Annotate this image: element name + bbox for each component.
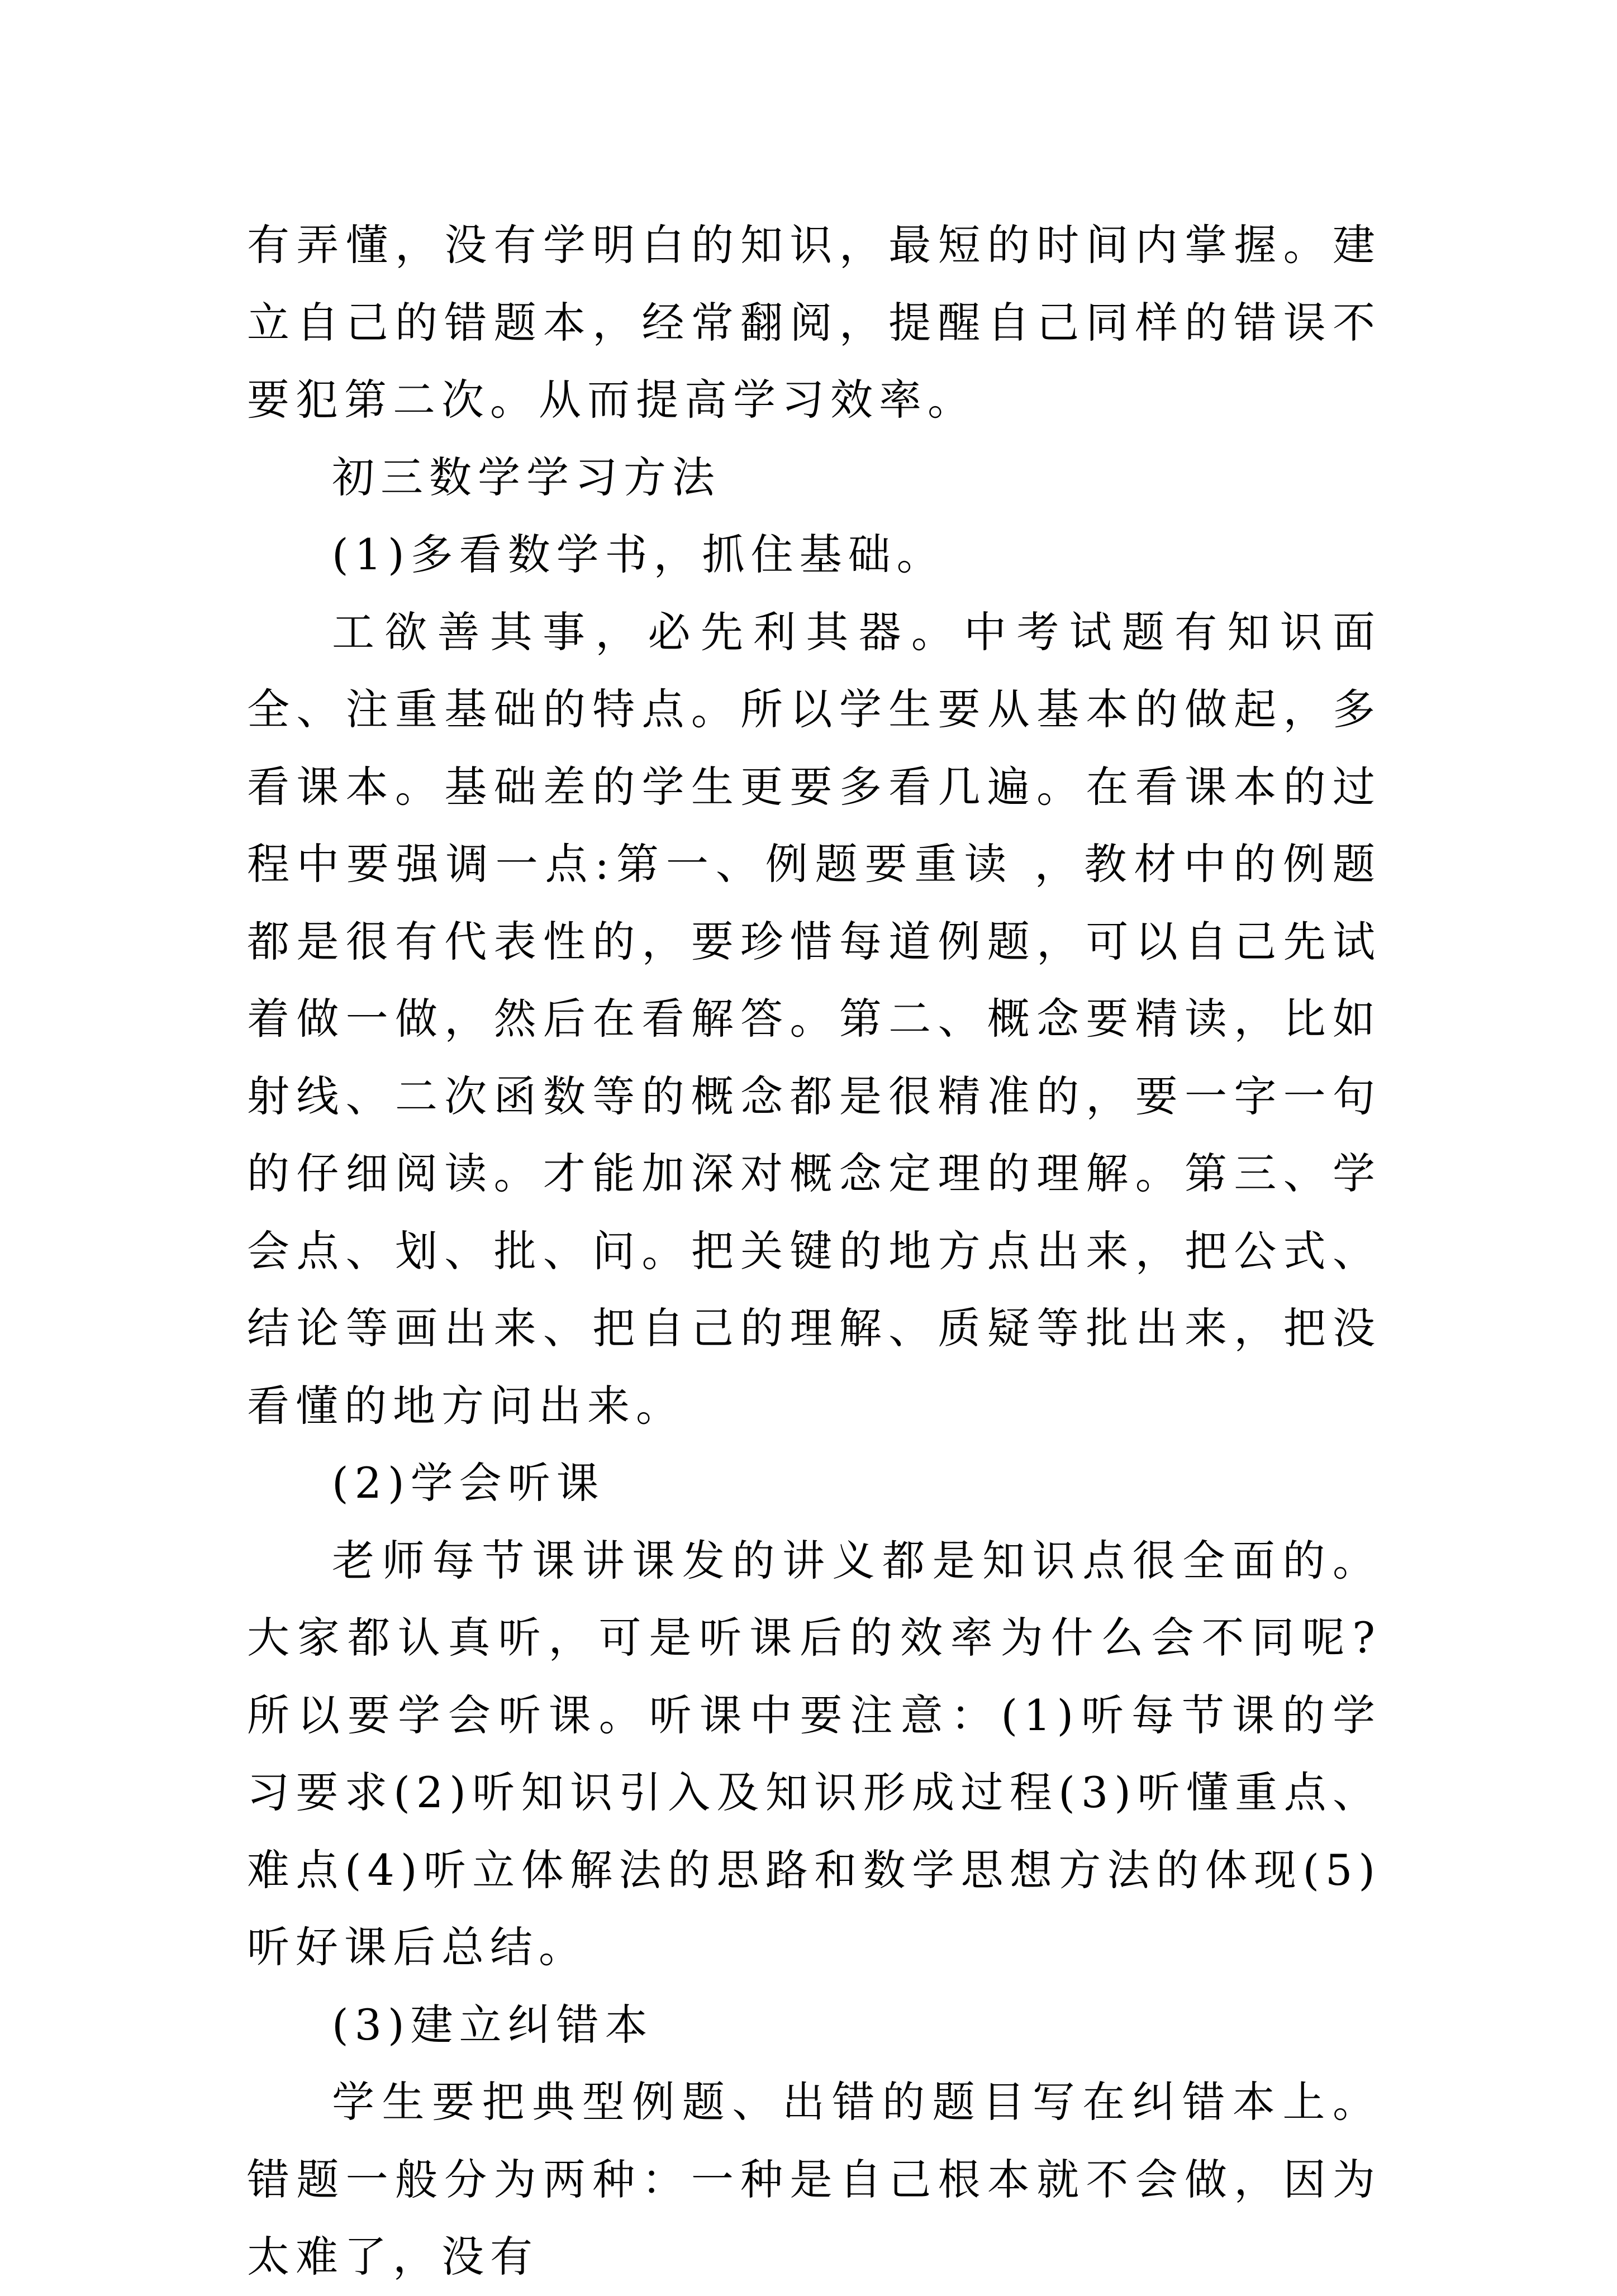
document-body — [247, 207, 1381, 2296]
subheading-read-textbook: (1)多看数学书，抓住基础。 — [332, 530, 945, 579]
paragraph-error-notebook: 学生要把典型例题、出错的题目写在纠错本上。错题一般分为两种：一种是自己根本就不会做，因为太难了，没有 — [247, 2077, 1381, 2281]
section-heading: 初三数学学习方法 — [332, 452, 721, 502]
paragraph-listen-class: 老师每节课讲课发的讲义都是知识点很全面的。大家都认真听，可是听课后的效率为什么会不同呢?所以要学会听课。听课中要注意：(1)听每节课的学习要求(2)听知识引入及知识形成过程(3)听懂重点、难点(4)听立体解法的思路和数学思想方法的体现(5)听好课后总结。 — [247, 1535, 1381, 1972]
subheading-error-notebook: (3)建立纠错本 — [332, 1999, 654, 2050]
subheading-listen-class: (2)学会听课 — [332, 1458, 605, 1508]
paragraph-continuation: 有弄懂，没有学明白的知识，最短的时间内掌握。建立自己的错题本，经常翻阅，提醒自己同样的错误不要犯第二次。从而提高学习效率。 — [247, 220, 1381, 425]
paragraph-read-textbook: 工欲善其事，必先利其器。中考试题有知识面全、注重基础的特点。所以学生要从基本的做起，多看课本。基础差的学生更要多看几遍。在看课本的过程中要强调一点:第一、例题要重读 ，教材中的例题都是很有代表性的，要珍惜每道例题，可以自己先试着做一做，然后在看解答。第二、概念要精读，比如射线、二次函数等的概念都是很精准的，要一字一句的仔细阅读。才能加深对概念定理的理解。第三、学会点、划、批、问。把关键的地方点出来，把公式、结论等画出来、把自己的理解、质疑等批出来，把没看懂的地方问出来。 — [247, 607, 1381, 1431]
